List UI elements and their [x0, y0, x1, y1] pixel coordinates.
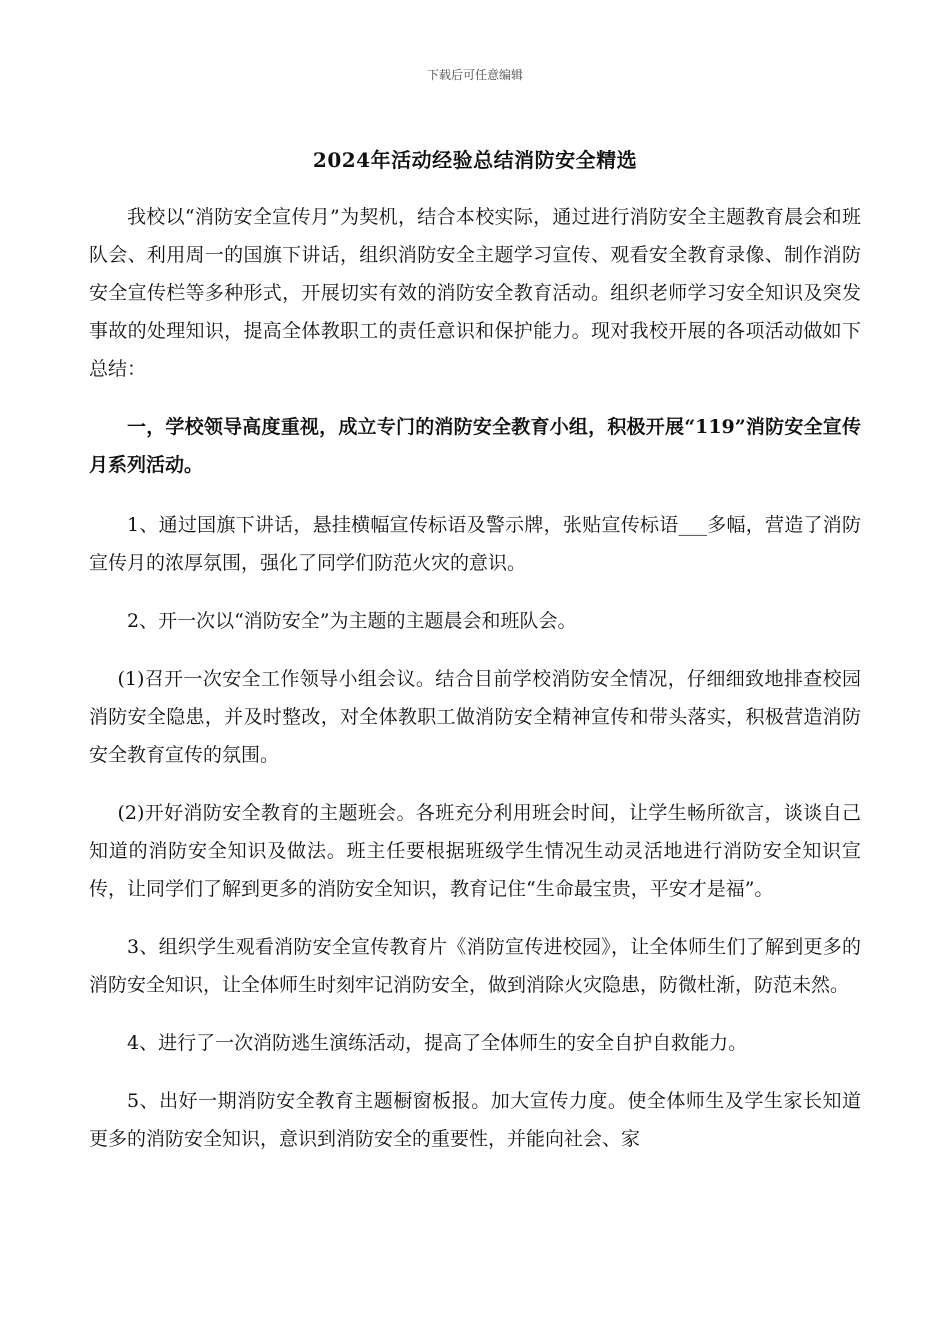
section-heading-1: 一，学校领导高度重视，成立专门的消防安全教育小组，积极开展“119”消防安全宣传月系列活动。	[89, 416, 861, 476]
paragraph-item-3: 3、组织学生观看消防安全宣传教育片《消防宣传进校园》，让全体师生们了解到更多的消防安全知识，让全体师生时刻牢记消防安全，做到消除火灾隐患，防微杜渐，防范未然。	[89, 936, 861, 996]
paragraph-item-2: 2、开一次以“消防安全”为主题的主题晨会和班队会。	[127, 610, 577, 632]
paragraph-item-1: 1、通过国旗下讲话，悬挂横幅宣传标语及警示牌，张贴宣传标语___多幅，营造了消防宣传月的浓厚氛围，强化了同学们防范火灾的意识。	[89, 514, 861, 574]
document-title: 2024年活动经验总结消防安全精选	[312, 148, 638, 172]
paragraph-intro: 我校以“消防安全宣传月”为契机，结合本校实际，通过进行消防安全主题教育晨会和班队会、利用周一的国旗下讲话，组织消防安全主题学习宣传、观看安全教育录像、制作消防安全宣传栏等多种形式，开展切实有效的消防安全教育活动。组织老师学习安全知识及突发事故的处理知识，提高全体教职工的责任意识和保护能力。现对我校开展的各项活动做如下总结：	[89, 206, 861, 380]
document-body	[89, 198, 861, 1178]
paragraph-subitem-2: (2)开好消防安全教育的主题班会。各班充分利用班会时间，让学生畅所欲言，谈谈自己知道的消防安全知识及做法。班主任要根据班级学生情况生动灵活地进行消防安全知识宣传，让同学们了解到更多的消防安全知识，教育记住“生命最宝贵，平安才是福”。	[89, 802, 861, 900]
paragraph-item-4: 4、进行了一次消防逃生演练活动，提高了全体师生的安全自护自救能力。	[127, 1032, 748, 1054]
header-note: 下载后可任意编辑	[426, 68, 523, 82]
paragraph-subitem-1: (1)召开一次安全工作领导小组会议。结合目前学校消防安全情况，仔细细致地排查校园消防安全隐患，并及时整改，对全体教职工做消防安全精神宣传和带头落实，积极营造消防安全教育宣传的氛围。	[89, 668, 861, 766]
paragraph-item-5: 5、出好一期消防安全教育主题橱窗板报。加大宣传力度。使全体师生及学生家长知道更多的消防安全知识，意识到消防安全的重要性，并能向社会、家	[89, 1090, 861, 1150]
